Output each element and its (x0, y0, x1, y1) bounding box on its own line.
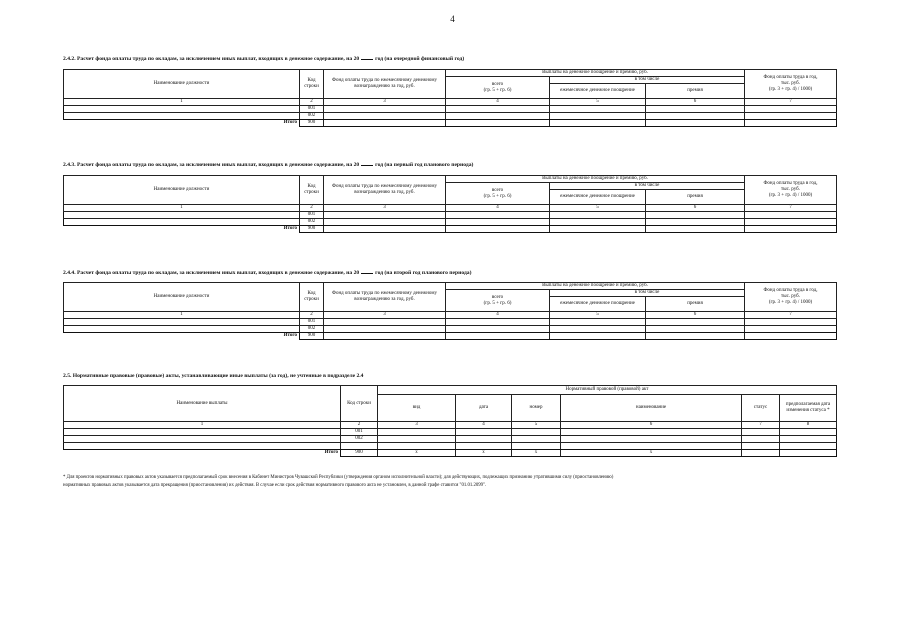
row-code: 001 (300, 319, 324, 326)
table-row (64, 113, 837, 120)
section-2-4-4-title: 2.4.4. Расчет фонда оплаты труда по окладам, за исключением иных выплат, входящих в денежное содержание, на 20 год (на второй год планового периода) (63, 270, 472, 276)
col-incl: в том числе (550, 290, 745, 297)
col-expected-date: предполагаемая дата изменения статуса * (780, 395, 837, 422)
legal-acts-table (63, 385, 837, 457)
cell[interactable] (446, 120, 550, 127)
col-type: вид (378, 395, 456, 422)
col-code: Код строки (300, 70, 324, 99)
section-2-4-3-title: 2.4.3. Расчет фонда оплаты труда по окладам, за исключением иных выплат, входящих в денежное содержание, на 20 год (на первый год планового периода) (63, 162, 474, 168)
total-label: Итого (283, 333, 297, 339)
col-num: 1 (64, 99, 300, 106)
cell[interactable] (742, 429, 780, 436)
cell[interactable] (646, 333, 745, 340)
cell[interactable] (550, 113, 646, 120)
cell[interactable] (742, 450, 780, 457)
col-num: 7 (745, 99, 837, 106)
cell[interactable] (378, 429, 456, 436)
cell[interactable] (456, 429, 512, 436)
cell[interactable] (324, 226, 446, 233)
page-number: 4 (450, 14, 455, 24)
cell[interactable] (512, 429, 561, 436)
col-annual: Фонд оплаты труда в год, тыс. руб. (гр. 3 + гр. 4) / 1000) (745, 70, 837, 99)
cell[interactable] (561, 443, 742, 450)
cell[interactable] (446, 319, 550, 326)
col-incl: в том числе (550, 77, 745, 84)
col-annual: Фонд оплаты труда в год, тыс. руб. (гр. 3 + гр. 4) / 1000) (745, 283, 837, 312)
cell[interactable] (745, 219, 837, 226)
col-num: 5 (550, 205, 646, 212)
col-num: 1 (64, 422, 341, 429)
total-code: 900 (300, 120, 324, 127)
cell[interactable] (745, 120, 837, 127)
cell[interactable] (745, 226, 837, 233)
table-row (64, 429, 837, 436)
col-num: 8 (780, 422, 837, 429)
col-num: 3 (324, 312, 446, 319)
cell[interactable] (646, 319, 745, 326)
cell[interactable] (324, 319, 446, 326)
row-code: 001 (300, 212, 324, 219)
col-num: 6 (561, 422, 742, 429)
cell[interactable] (456, 436, 512, 443)
cell[interactable] (324, 212, 446, 219)
cell[interactable] (742, 436, 780, 443)
payroll-table-2-4-3 (63, 175, 837, 233)
cell[interactable] (646, 226, 745, 233)
col-payments: Выплаты на денежное поощрение и премию, руб. (446, 283, 745, 290)
col-annual: Фонд оплаты труда в год, тыс. руб. (гр. 3 + гр. 4) / 1000) (745, 176, 837, 205)
cell[interactable] (446, 326, 550, 333)
row-code: 002 (300, 113, 324, 120)
col-num: 2 (300, 205, 324, 212)
cell[interactable] (446, 106, 550, 113)
col-name: наименование (561, 395, 742, 422)
cell[interactable] (341, 443, 378, 450)
col-code: Код строки (341, 386, 378, 422)
cell[interactable] (378, 436, 456, 443)
cell[interactable] (64, 219, 300, 226)
col-fund: Фонд оплаты труда по ежемесячному денежному вознаграждению за год, руб. (324, 283, 446, 312)
cell[interactable] (456, 443, 512, 450)
total-row (64, 333, 837, 340)
col-num: 1 (64, 312, 300, 319)
payroll-table-2-4-2 (63, 69, 837, 127)
col-code: Код строки (300, 176, 324, 205)
total-code: 900 (300, 226, 324, 233)
total-label: Итого (283, 226, 297, 232)
cell[interactable] (646, 212, 745, 219)
cell[interactable] (550, 120, 646, 127)
total-row (64, 226, 837, 233)
cell[interactable] (646, 219, 745, 226)
table-row (64, 219, 837, 226)
cell[interactable] (742, 443, 780, 450)
cell[interactable] (745, 326, 837, 333)
col-num: 2 (300, 312, 324, 319)
table-row (64, 106, 837, 113)
col-num: 5 (550, 99, 646, 106)
col-total: всего (гр. 5 + гр. 6) (446, 183, 550, 205)
year-blank (361, 268, 373, 274)
table-row (64, 326, 837, 333)
cell[interactable] (446, 212, 550, 219)
cell[interactable] (550, 226, 646, 233)
total-code: 900 (341, 450, 378, 457)
col-num: 3 (324, 99, 446, 106)
cell[interactable] (561, 436, 742, 443)
cell[interactable] (646, 326, 745, 333)
col-bonus: премия (646, 190, 745, 205)
table-row (64, 212, 837, 219)
col-num: 7 (745, 205, 837, 212)
total-row (64, 450, 837, 457)
cell[interactable] (745, 333, 837, 340)
cell[interactable] (446, 333, 550, 340)
cell[interactable] (64, 212, 300, 219)
col-number: номер (512, 395, 561, 422)
col-fund: Фонд оплаты труда по ежемесячному денежному вознаграждению за год, руб. (324, 176, 446, 205)
cell[interactable] (550, 106, 646, 113)
col-num: 5 (550, 312, 646, 319)
table-row (64, 443, 837, 450)
cell[interactable] (64, 326, 300, 333)
col-num: 6 (646, 205, 745, 212)
col-payments: Выплаты на денежное поощрение и премию, руб. (446, 70, 745, 77)
col-num: 3 (378, 422, 456, 429)
footnote-line: нормативных правовых актов указывается дата прекращения (приостановления) их действия. В случае если срок действия нормативного правового акта не установлен, в данной графе ставится "01.01.2099". (63, 483, 487, 488)
col-position: Наименование должности (64, 176, 300, 205)
row-code: 002 (341, 436, 378, 443)
cell[interactable] (64, 113, 300, 120)
cell[interactable] (512, 436, 561, 443)
footnote (63, 474, 843, 490)
cell[interactable] (324, 106, 446, 113)
col-num: 4 (446, 312, 550, 319)
table-row (64, 319, 837, 326)
cell[interactable] (550, 319, 646, 326)
cell[interactable] (64, 443, 341, 450)
cell[interactable] (550, 333, 646, 340)
cell[interactable] (780, 450, 837, 457)
col-position: Наименование должности (64, 283, 300, 312)
col-num: 5 (512, 422, 561, 429)
total-row (64, 120, 837, 127)
cell[interactable] (561, 429, 742, 436)
cell[interactable] (646, 113, 745, 120)
cell[interactable] (745, 319, 837, 326)
total-code: 900 (300, 333, 324, 340)
cell[interactable] (780, 443, 837, 450)
cell[interactable] (64, 436, 341, 443)
col-position: Наименование должности (64, 70, 300, 99)
section-2-5-title: 2.5. Нормативные правовые (правовые) акты, устанавливающие иные выплаты (за год), не учтенные в подразделе 2.4 (63, 373, 364, 379)
col-act: Нормативный правовой (правовой) акт (378, 386, 837, 395)
col-num: 7 (745, 312, 837, 319)
cell[interactable] (780, 436, 837, 443)
cell[interactable] (324, 326, 446, 333)
cell[interactable] (378, 443, 456, 450)
cell[interactable] (446, 113, 550, 120)
cell[interactable] (745, 212, 837, 219)
col-num: 6 (646, 99, 745, 106)
cell[interactable] (550, 212, 646, 219)
col-bonus: премия (646, 84, 745, 99)
col-monthly: ежемесячное денежное поощрение (550, 190, 646, 205)
cell[interactable] (745, 106, 837, 113)
col-num: 4 (446, 99, 550, 106)
cell[interactable] (512, 443, 561, 450)
row-code: 002 (300, 326, 324, 333)
row-code: 001 (341, 429, 378, 436)
cell[interactable] (324, 113, 446, 120)
col-num: 3 (324, 205, 446, 212)
col-payment-name: Наименование выплаты (64, 386, 341, 422)
col-total: всего (гр. 5 + гр. 6) (446, 77, 550, 99)
payroll-table-2-4-4 (63, 282, 837, 340)
total-mark: x (456, 450, 512, 457)
footnote-line: * Для проектов нормативных правовых актов указывается предполагаемый срок внесения в Кабинет Министров Чувашской Республики (утверждения органом исполнительной власти); для действующих, подлежащих признанию утратившими силу (приостановлению) (63, 475, 614, 480)
cell[interactable] (64, 319, 300, 326)
col-bonus: премия (646, 297, 745, 312)
col-num: 2 (300, 99, 324, 106)
cell[interactable] (324, 333, 446, 340)
cell[interactable] (324, 219, 446, 226)
col-payments: Выплаты на денежное поощрение и премию, руб. (446, 176, 745, 183)
cell[interactable] (324, 120, 446, 127)
col-date: дата (456, 395, 512, 422)
total-label: Итого (283, 120, 297, 126)
cell[interactable] (780, 429, 837, 436)
col-num: 2 (341, 422, 378, 429)
col-status: статус (742, 395, 780, 422)
year-blank (361, 54, 373, 60)
col-fund: Фонд оплаты труда по ежемесячному денежному вознаграждению за год, руб. (324, 70, 446, 99)
cell[interactable] (550, 219, 646, 226)
cell[interactable] (646, 106, 745, 113)
section-2-4-2-title: 2.4.2. Расчет фонда оплаты труда по окладам, за исключением иных выплат, входящих в денежное содержание, на 20 год (на очередной финансовый год) (63, 56, 465, 62)
cell[interactable] (64, 429, 341, 436)
cell[interactable] (745, 113, 837, 120)
col-total: всего (гр. 5 + гр. 6) (446, 290, 550, 312)
total-mark: x (378, 450, 456, 457)
col-code: Код строки (300, 283, 324, 312)
table-row (64, 436, 837, 443)
total-mark: x (561, 450, 742, 457)
col-num: 4 (456, 422, 512, 429)
cell[interactable] (446, 226, 550, 233)
col-num: 6 (646, 312, 745, 319)
row-code: 002 (300, 219, 324, 226)
cell[interactable] (446, 219, 550, 226)
cell[interactable] (646, 120, 745, 127)
cell[interactable] (550, 326, 646, 333)
col-incl: в том числе (550, 183, 745, 190)
cell[interactable] (64, 106, 300, 113)
col-monthly: ежемесячное денежное поощрение (550, 84, 646, 99)
col-monthly: ежемесячное денежное поощрение (550, 297, 646, 312)
total-label: Итого (324, 450, 338, 456)
col-num: 4 (446, 205, 550, 212)
row-code: 001 (300, 106, 324, 113)
col-num: 7 (742, 422, 780, 429)
year-blank (361, 160, 373, 166)
total-mark: x (512, 450, 561, 457)
col-num: 1 (64, 205, 300, 212)
